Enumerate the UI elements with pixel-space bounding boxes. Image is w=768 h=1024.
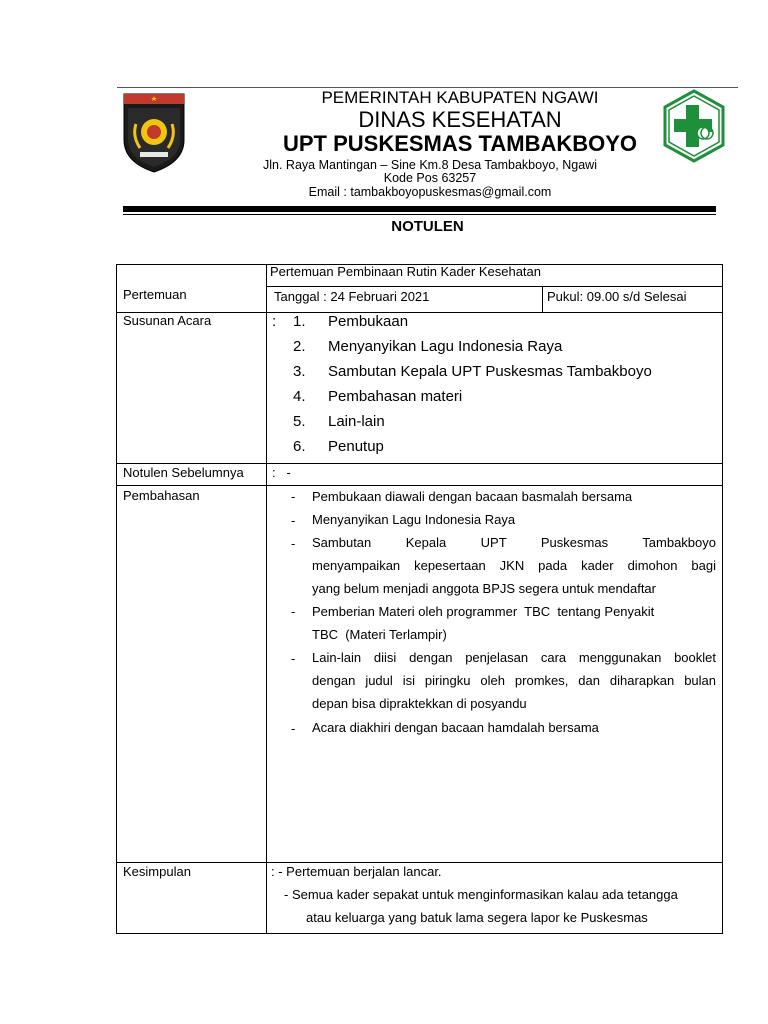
bullet-dash: - bbox=[291, 721, 296, 736]
agenda-item: Pembahasan materi bbox=[328, 388, 463, 405]
table-column-divider bbox=[266, 264, 267, 934]
pembahasan-point-6: Acara diakhiri dengan bacaan hamdalah bersama bbox=[312, 720, 599, 735]
pembahasan-point-3-line-1: Sambutan Kepala UPT Puskesmas Tambakboyo bbox=[312, 535, 716, 550]
document-title: NOTULEN bbox=[391, 218, 464, 235]
pembahasan-point-3-line-3: yang belum menjadi anggota BPJS segera untuk mendaftar bbox=[312, 581, 656, 596]
pembahasan-point-4-line-2: TBC (Materi Terlampir) bbox=[312, 627, 447, 642]
agenda-item: Sambutan Kepala UPT Puskesmas Tambakboyo bbox=[328, 363, 652, 380]
pembahasan-point-4-line-1: Pemberian Materi oleh programmer TBC tentang Penyakit bbox=[312, 604, 655, 619]
pembahasan-point-5-line-1: Lain-lain diisi dengan penjelasan cara menggunakan booklet bbox=[312, 650, 716, 665]
susunan-colon: : bbox=[272, 313, 277, 330]
header-address: Jln. Raya Mantingan – Sine Km.8 Desa Tambakboyo, Ngawi bbox=[263, 158, 597, 172]
agenda-item: Pembukaan bbox=[328, 313, 409, 330]
bullet-dash: - bbox=[291, 513, 296, 528]
bullet-dash: - bbox=[291, 604, 296, 619]
agenda-number: 4. bbox=[293, 388, 306, 405]
table-rule bbox=[116, 463, 723, 464]
agenda-number: 2. bbox=[293, 338, 306, 355]
pembahasan-label: Pembahasan bbox=[123, 488, 200, 503]
agenda-number: 5. bbox=[293, 413, 306, 430]
kesimpulan-point-2-cont: atau keluarga yang batuk lama segera lapor ke Puskesmas bbox=[306, 910, 648, 925]
table-rule bbox=[266, 286, 723, 287]
table-rule bbox=[116, 862, 723, 863]
bullet-dash: - bbox=[291, 651, 296, 666]
kesimpulan-point-1: : - Pertemuan berjalan lancar. bbox=[271, 864, 442, 879]
susunan-label: Susunan Acara bbox=[123, 313, 212, 328]
header-agency: DINAS KESEHATAN bbox=[358, 107, 562, 132]
pertemuan-time: Pukul: 09.00 s/d Selesai bbox=[547, 289, 687, 304]
agenda-number: 3. bbox=[293, 363, 306, 380]
header-government: PEMERINTAH KABUPATEN NGAWI bbox=[321, 88, 599, 107]
sebelumnya-label: Notulen Sebelumnya bbox=[123, 465, 244, 480]
pembahasan-point-2: Menyanyikan Lagu Indonesia Raya bbox=[312, 512, 516, 527]
header-postcode: Kode Pos 63257 bbox=[383, 171, 477, 185]
pembahasan-point-5-line-3: depan bisa dipraktekkan di posyandu bbox=[312, 696, 527, 711]
pembahasan-point-5-line-2: dengan judul isi piringku oleh promkes, dan diharapkan bulan bbox=[312, 673, 716, 688]
pertemuan-name: Pertemuan Pembinaan Rutin Kader Kesehatan bbox=[270, 264, 542, 279]
header-thin-rule bbox=[123, 214, 716, 215]
kesimpulan-label: Kesimpulan bbox=[123, 864, 191, 879]
sebelumnya-value: : - bbox=[272, 465, 291, 480]
kesimpulan-point-2: - Semua kader sepakat untuk menginformasikan kalau ada tetangga bbox=[284, 887, 678, 902]
pertemuan-label: Pertemuan bbox=[123, 287, 187, 302]
pembahasan-point-3-line-2: menyampaikan kepesertaan JKN pada kader dimohon bagi bbox=[312, 558, 716, 573]
agenda-item: Lain-lain bbox=[328, 413, 385, 430]
table-time-divider bbox=[542, 286, 543, 312]
ngawi-regency-emblem bbox=[122, 90, 186, 174]
header-thick-rule bbox=[123, 206, 716, 212]
agenda-item: Menyanyikan Lagu Indonesia Raya bbox=[328, 338, 563, 355]
agenda-number: 6. bbox=[293, 438, 306, 455]
pertemuan-date: Tanggal : 24 Februari 2021 bbox=[274, 289, 430, 304]
pembahasan-point-1: Pembukaan diawali dengan bacaan basmalah bersama bbox=[312, 489, 633, 504]
header-email: Email : tambakboyopuskesmas@gmail.com bbox=[308, 185, 552, 199]
bullet-dash: - bbox=[291, 489, 296, 504]
header-institution: UPT PUSKESMAS TAMBAKBOYO bbox=[282, 131, 638, 156]
agenda-number: 1. bbox=[293, 313, 306, 330]
bullet-dash: - bbox=[291, 536, 296, 551]
agenda-item: Penutup bbox=[328, 438, 384, 455]
